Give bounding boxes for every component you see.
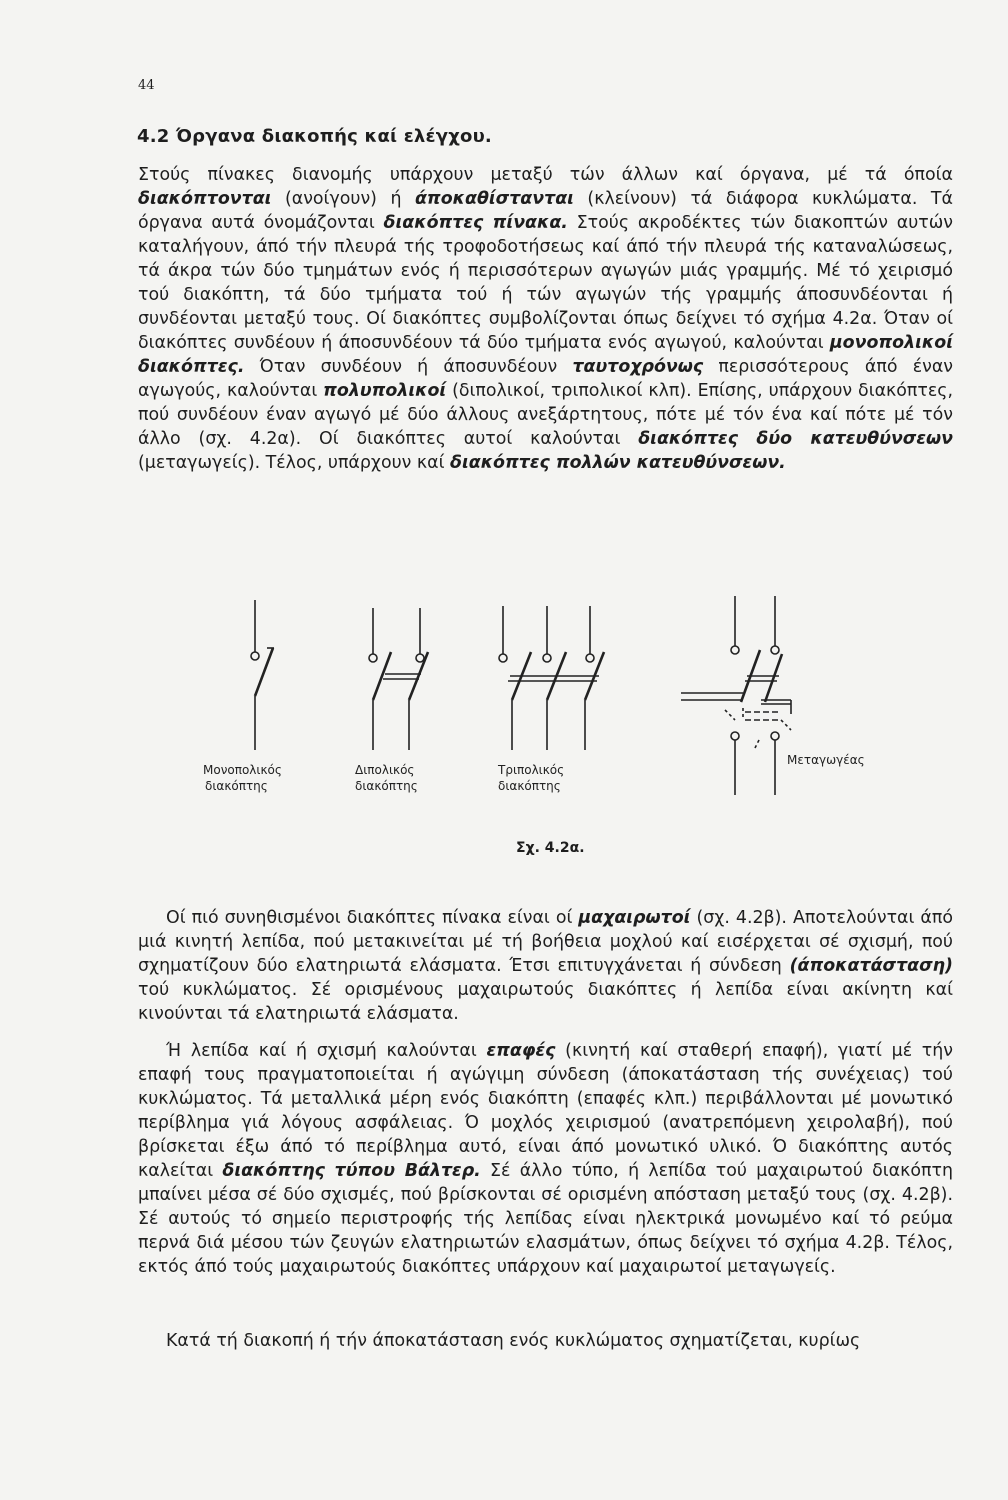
emphasized-term: διακόπτες πολλών κατευθύνσεων. — [450, 453, 786, 473]
single-pole-switch-symbol — [251, 600, 274, 750]
text-run: Οί πιό συνηθισμένοι διακόπτες πίνακα είναι οί — [166, 908, 579, 928]
text-run: Ή λεπίδα καί ή σχισμή καλούνται — [166, 1041, 487, 1061]
text-run: (μεταγωγείς). Τέλος, υπάρχουν καί — [138, 453, 451, 473]
single-pole-label-line1: Μονοπολικός — [203, 763, 282, 777]
changeover-label: Μεταγωγέας — [787, 753, 865, 767]
emphasized-term: ταυτοχρόνως — [572, 357, 704, 377]
text-run: (κλείνουν) τά διάφορα κυκλώματα. Τά όργανα αυτά όνομάζονται — [138, 189, 953, 233]
single-pole-label-line2: διακόπτης — [205, 779, 268, 793]
emphasized-term: επαφές — [486, 1041, 556, 1061]
emphasized-term: μαχαιρωτοί — [578, 908, 691, 928]
text-run: Στούς ακροδέκτες τών διακοπτών αυτών καταλήγουν, άπό τήν πλευρά τής τροφοδοτήσεως καί άπό τήν πλευρά τής καταναλώσεως, τά άκρα τών δύο τμημάτων ενός ή περισσότερων αγωγών μιάς γραμμής. Μέ τό χειρισμό τού διακόπτη, τά δύο τμήματα τού ή τών αγωγών τής γραμμής άποσυνδέονται ή συνδέονται μεταξύ τους. Οί διακόπτες συμβολίζονται όπως δείχνει τό σχήμα 4.2α. Όταν οί διακόπτες συνδέουν ή άποσυνδέουν τά δύο τμήματα ενός αγωγού, καλούνται — [138, 213, 954, 353]
text-run: (διπολικοί, τριπολικοί κλπ). Επίσης, υπάρχουν διακόπτες, πού συνδέουν έναν αγωγό μέ δύο άλλους ανεξάρτητους, πότε μέ τόν ένα καί πότε μέ τόν άλλο (σχ. 4.2α). Οί διακόπτες αυτοί καλούνται — [138, 381, 954, 449]
text-run: Στούς πίνακες διανομής υπάρχουν μεταξύ τών άλλων καί όργανα, μέ τά όποία — [138, 165, 953, 185]
emphasized-term: μονοπολικοί διακόπτες. — [138, 333, 953, 377]
text-run: (κινητή καί σταθερή επαφή), γιατί μέ τήν επαφή τους πραγματοποιείται ή αγώγιμη σύνδεση (άποκατάσταση τής συνέχειας) τού κυκλώματος. Τά μεταλλικά μέρη ενός διακόπτη (επαφές κλπ.) περιβάλλονται μέ μονωτικό περίβλημα γιά λόγους ασφάλειας. Ό μοχλός χειρισμού (ανατρεπόμενη χειρολαβή), πού βρίσκεται έξω άπό τό περίβλημα αυτό, είναι άπό μονωτικό υλικό. Ό διακόπτης αυτός καλείται — [138, 1041, 954, 1181]
emphasized-term: πολυπολικοί — [323, 381, 447, 401]
text-run: Κατά τή διακοπή ή τήν άποκατάσταση ενός κυκλώματος σχηματίζεται, κυρίως — [166, 1331, 861, 1351]
text-run: Σέ άλλο τύπο, ή λεπίδα τού μαχαιρωτού διακόπτη μπαίνει μέσα σέ δύο σχισμές, πού βρίσκονται σέ ορισμένη απόσταση μεταξύ τους (σχ. 4.2β). Σέ αυτούς τό σημείο περιστροφής τής λεπίδας είναι ηλεκτρικά μονωμένο καί τό ρεύμα περνά διά μέσου τών ζευγών ελατηριωτών ελασμάτων, όπως δείχνει τό σχήμα 4.2β. Τέλος, εκτός άπό τούς μαχαιρωτούς διακόπτες υπάρχουν καί μαχαιρωτοί μεταγωγείς. — [138, 1161, 953, 1277]
paragraph-intro — [138, 163, 953, 475]
figure-caption: Σχ. 4.2α. — [516, 840, 585, 856]
emphasized-term: άποκαθίστανται — [414, 189, 574, 209]
emphasized-term: διακόπτες δύο κατευθύνσεων — [638, 429, 953, 449]
emphasized-term: (άποκατάσταση) — [789, 956, 953, 976]
triple-pole-label-line1: Τριπολικός — [498, 763, 565, 777]
page-number: 44 — [138, 78, 155, 93]
text-run: τού κυκλώματος. Σέ ορισμένους μαχαιρωτούς διακόπτες ή λεπίδα είναι ακίνητη καί κινούνται τά ελατηριωτά ελάσματα. — [138, 980, 953, 1024]
double-pole-label-line2: διακόπτης — [355, 779, 418, 793]
triple-pole-label-line2: διακόπτης — [498, 779, 561, 793]
paragraph-knife-switches — [138, 906, 953, 1026]
text-run: Όταν συνδέουν ή άποσυνδέουν — [244, 357, 573, 377]
emphasized-term: διακόπτες πίνακα. — [383, 213, 568, 233]
double-pole-label-line1: Διπολικός — [355, 763, 415, 777]
text-run: περισσότερους άπό έναν αγωγούς, καλούνται — [138, 357, 954, 401]
changeover-switch-symbol — [681, 596, 791, 795]
section-title: 4.2 Όργανα διακοπής καί ελέγχου. — [137, 126, 492, 147]
switch-symbols-diagram — [195, 590, 875, 810]
text-run: (ανοίγουν) ή — [271, 189, 415, 209]
paragraph-contacts — [138, 1039, 953, 1279]
text-run: (σχ. 4.2β). Αποτελούνται άπό μιά κινητή λεπίδα, πού μετακινείται μέ τή βοήθεια μοχλού καί εισέρχεται σέ σχισμή, πού σχηματίζουν δύο ελατηριωτά ελάσματα. Έτσι επιτυγχάνεται ή σύνδεση — [138, 908, 953, 976]
double-pole-switch-symbol — [369, 608, 428, 750]
emphasized-term: διακόπτονται — [138, 189, 272, 209]
paragraph-final — [138, 1329, 953, 1353]
triple-pole-switch-symbol — [499, 606, 604, 750]
emphasized-term: διακόπτης τύπου Βάλτερ. — [222, 1161, 481, 1181]
